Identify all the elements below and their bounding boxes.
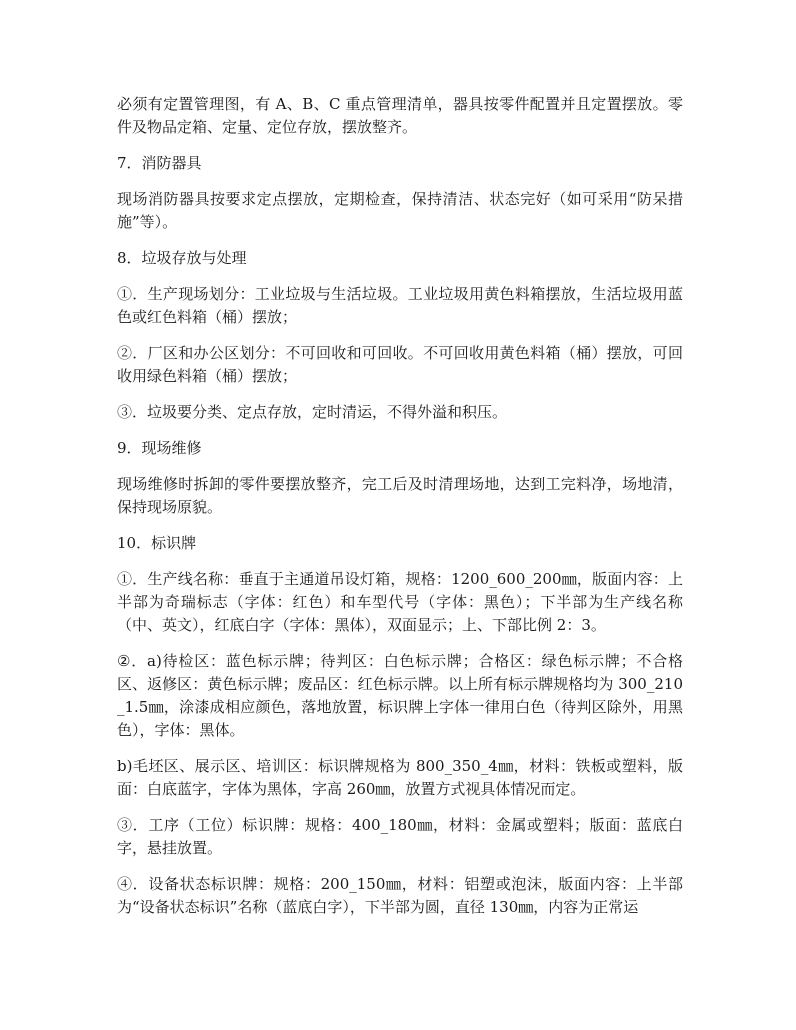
paragraph: ④．设备状态标识牌：规格：200_150㎜，材料：铝塑或泡沫，版面内容：上半部为“设备状态标识”名称（蓝底白字），下半部为圆，直径 130㎜，内容为正常运 — [117, 875, 683, 916]
paragraph: ①．生产线名称：垂直于主通道吊设灯箱，规格：1200_600_200㎜，版面内容：上半部为奇瑞标志（字体：红色）和车型代号（字体：黑色）；下半部为生产线名称（中、英文），红底白字（字体：黑体），双面显示；上、下部比例 2：3。 — [117, 570, 683, 634]
document-body — [117, 93, 683, 932]
paragraph: ②．厂区和办公区划分：不可回收和可回收。不可回收用黄色料箱（桶）摆放，可回收用绿色料箱（桶）摆放； — [117, 344, 683, 385]
paragraph: b)毛坯区、展示区、培训区：标识牌规格为 800_350_4㎜，材料：铁板或塑料，版面：白底蓝字，字体为黑体，字高 260㎜，放置方式视具体情况而定。 — [117, 757, 683, 798]
paragraph: ②．a)待检区：蓝色标示牌；待判区：白色标示牌；合格区：绿色标示牌；不合格区、返修区：黄色标示牌；废品区：红色标示牌。以上所有标示牌规格均为 300_210_1.5㎜，涂漆成相应颜色，落地放置，标识牌上字体一律用白色（待判区除外，用黑色），字体：黑体。 — [117, 652, 683, 739]
paragraph: ③．垃圾要分类、定点存放，定时清运，不得外溢和积压。 — [117, 403, 508, 421]
section-heading: 7．消防器具 — [117, 154, 202, 172]
paragraph: 现场维修时拆卸的零件要摆放整齐，完工后及时清理场地，达到工完料净，场地清，保持现场原貌。 — [117, 475, 683, 516]
section-heading: 10．标识牌 — [117, 534, 197, 552]
paragraph: ③．工序（工位）标识牌：规格：400_180㎜，材料：金属或塑料；版面：蓝底白字，悬挂放置。 — [117, 816, 683, 857]
section-heading: 9．现场维修 — [117, 439, 202, 457]
paragraph: 必须有定置管理图，有 A、B、C 重点管理清单，器具按零件配置并且定置摆放。零件及物品定箱、定量、定位存放，摆放整齐。 — [117, 95, 683, 136]
section-heading: 8．垃圾存放与处理 — [117, 249, 247, 267]
paragraph: 现场消防器具按要求定点摆放，定期检查，保持清洁、状态完好（如可采用“防呆措施”等）。 — [117, 190, 683, 231]
paragraph: ①．生产现场划分：工业垃圾与生活垃圾。工业垃圾用黄色料箱摆放，生活垃圾用蓝色或红色料箱（桶）摆放； — [117, 285, 683, 326]
